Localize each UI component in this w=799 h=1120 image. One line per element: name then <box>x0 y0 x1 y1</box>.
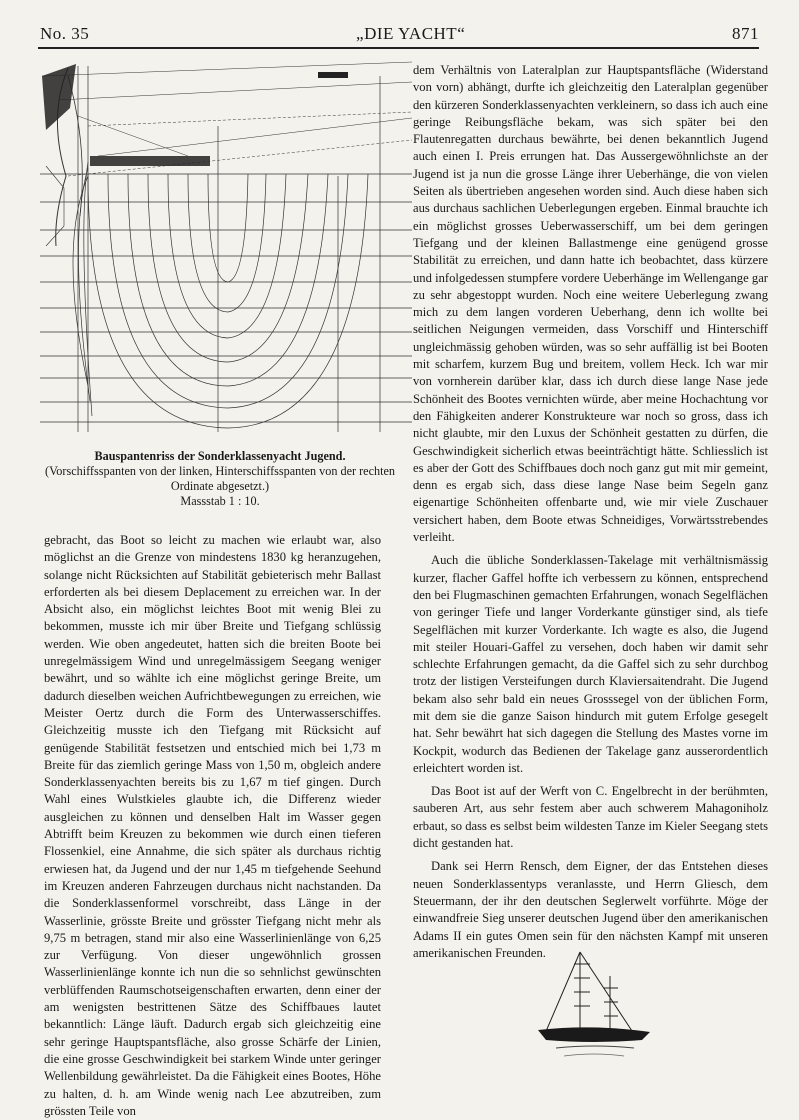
caption-scale: Massstab 1 : 10. <box>180 494 260 508</box>
caption-note: (Vorschiffsspanten von der linken, Hinterschiffsspanten von der rechten Ordinate abgesetzt.) <box>45 464 395 493</box>
left-column <box>44 532 381 1118</box>
header-rule <box>38 47 759 49</box>
right-paragraph-3: Das Boot ist auf der Werft von C. Engelbrecht in der berühmten, sauberen Art, aus sehr festem aber auch schwerem Mahagoniholz erbaut, so dass es selbst beim wildesten Tanze im Kieler Seegang stets dicht gestanden hat. <box>413 784 768 851</box>
page-header <box>40 18 759 44</box>
right-paragraph-4: Dank sei Herrn Rensch, dem Eigner, der das Entstehen dieses neuen Sonderklassentyps veranlasste, und Herrn Gliesch, dem Steuermann, der ihr den deutschen Seglerwelt vorführte. Möge der einwandfreie Sieg unserer deutschen Jugend über den amerikanischen Adams II ein gutes Omen sein für den nächsten Kampf mit unseren amerikanischen Freunden. <box>413 859 768 960</box>
sailing-yacht-icon <box>534 948 654 1066</box>
page-number: 871 <box>731 24 759 43</box>
caption-title: Bauspantenriss der Sonderklassenyacht Jugend. <box>94 449 346 463</box>
right-column <box>413 62 768 960</box>
left-paragraph-1: gebracht, das Boot so leicht zu machen wie erlaubt war, also möglichst an die Grenze von mindestens 1830 kg heranzugehen, solange nicht Rücksichten auf Stabilität gebieterisch mehr Ballast erforderten als bei diesem Deplacement zu erreichen war. In der Absicht also, ein möglichst leichtes Boot mit wenig Blei zu bekommen, musste ich mir über Breite und Tiefgang schlüssig werden. Wie oben angedeutet, hatten sich die breiten Boote bei unregelmässigem Wind und unregelmässigem Seegang weniger bewährt, und so wählte ich eine möglichst geringe Breite, um dadurch dieselben weichen Aufrichtbewegungen zu erreichen, wie Meister Oertz durch die Form des Unterwasserschiffes. Gleichzeitig musste ich den Tiefgang mit Rücksicht auf genügende Stabilität festsetzen und entschied mich bei 1,73 m Breite für das ziemlich geringe Mass von 1,50 m, obgleich andere Sonderklassenyachten bereits bis zu 1,67 m tief gingen. Durch Wahl eines Wulstkieles glaubte ich, die Differenz wieder ausgleichen zu können und denselben Halt im Wasser gegen Abtrifft beim Kreuzen zu bekommen wie durch einen tieferen Flossenkiel, eine Annahme, die sich später als durchaus richtig erwiesen hat, da Jugend und der nur 1,45 m tiefgehende Seehund im Kreuzen anderen Fahrzeugen durchaus nicht nachstanden. Da die Sonderklassenformel vorschreibt, dass Länge in der Wasserlinie, grösste Breite und grösster Tiefgang nicht mehr als 9,75 m betragen, stand mir also eine Wasserlinienlänge von 6,25 zur Verfügung. Von dieser ungewöhnlich grossen Wasserlinienlänge konnte ich nun die so sehnlichst gewünschten verblüffenden Raumschotseigenschaften erwarten, denn einer der am wenigsten bestrittenen Sätze des Schiffbaues lautet bekanntlich: Länge läuft. Dadurch ergab sich gleichzeitig eine sehr geringe Hauptspantsfläche, also grosse Schärfe der Linien, die eine grosse Geschwindigkeit bei starkem Winde unter geringer Wellenbildung gewährleistet. Da die Fähigkeit eines Bootes, Höhe zu halten, d. h. am Winde wenig nach Lee abzutreiben, zum grössten Teile von <box>44 533 381 1118</box>
body-plan-drawing <box>28 56 412 436</box>
right-paragraph-2: Auch die übliche Sonderklassen-Takelage mit verhältnismässig kurzer, flacher Gaffel hoffte ich verbessern zu können, entsprechend den bei Flugmaschinen gemachten Erfahrungen, wonach Segelflächen von geringer Tiefe und langer Vorderkante günstiger sind, als tiefe Segelflächen mit kurzer Vorderkante. Ich wagte es also, die Jugend mit steiler Houari-Gaffel zu versehen, doch haben wir damit sehr schlechte Erfahrungen gemacht, da die Gaffel sich zu sehr durchbog trotz der listigen Versteifungen durch Klaviersaitendraht. Die Jugend bekam also sehr bald ein neues Grosssegel von der üblichen Form, mit dem sie die ganze Saison hindurch mit gutem Erfolge gesegelt hat. Sehr bewährt hat sich dagegen die Stellung des Mastes vorne im Kockpit, wodurch das Bedienen der Takelage ganz ausserordentlich erleichtert worden ist. <box>413 553 768 775</box>
magazine-title: „DIE YACHT“ <box>356 24 466 43</box>
right-paragraph-1: dem Verhältnis von Lateralplan zur Hauptspantsfläche (Widerstand von vorn) abhängt, durfte ich gleichzeitig den Lateralplan gegenüber den kürzeren Sonderklassenyachten verkleinern, so dass ich auch eine geringe Reibungsfläche bekam, was sich später bei den Flautenregatten durchaus bewährte, bei denen bekanntlich Jugend auch einen I. Preis errungen hat. Das Aussergewöhnlichste an der Jugend ist ja nun die grosse Länge ihrer Ueberhänge, die von vielen Seiten als übertrieben angesehen worden sind. Auch diese haben sich aus durchaus sachlichen Ueberlegungen ergeben. Einmal brauchte ich ein möglichst grosses Ueberwasserschiff, um bei dem geringen Tiefgang und der kleinen Ballastmenge eine genügend grosse Stabilität zu erreichen, und dann hatte ich beobachtet, dass kürzere und infolgedessen stumpfere vordere Ueberhänge im Wellengange gar zu sehr abgestoppt wurden. Noch eine weitere Ueberlegung zwang mich zu dem langen vorderen Ueberhang, denn ich wollte bei seitlichen Neigungen vermeiden, dass Vorschiff und Hinterschiff ungleichmässig gehoben würden, was so sehr auffällig ist bei Booten mit scharfem, kurzem Bug und breitem, vollem Heck. Ich war mir von vornherein darüber klar, dass ich durch diese lange Nase jede Schönheit des Bootes vernichten würde, aber meine Hochachtung vor den Fähigkeiten anderer Konstrukteure war noch so gross, dass ich nicht glaubte, mir den Luxus der Schönheit gestatten zu dürfen, die Geschwindigkeit sicherlich etwas beeinträchtigt hätte. Schliesslich ist es aber der Gott des Schiffbaues doch noch ganz gut mit mir gemeint, denn es ergab sich, dass diese lange Nase beim Segeln ganz eigenartige Schönheiten offenbarte und, wie mir viele Zuschauer versichert haben, dem Boote etwas Schneidiges, Vorwärtsstrebendes verleiht. <box>413 63 768 545</box>
figure-caption <box>30 449 410 509</box>
issue-number: No. 35 <box>40 24 90 43</box>
